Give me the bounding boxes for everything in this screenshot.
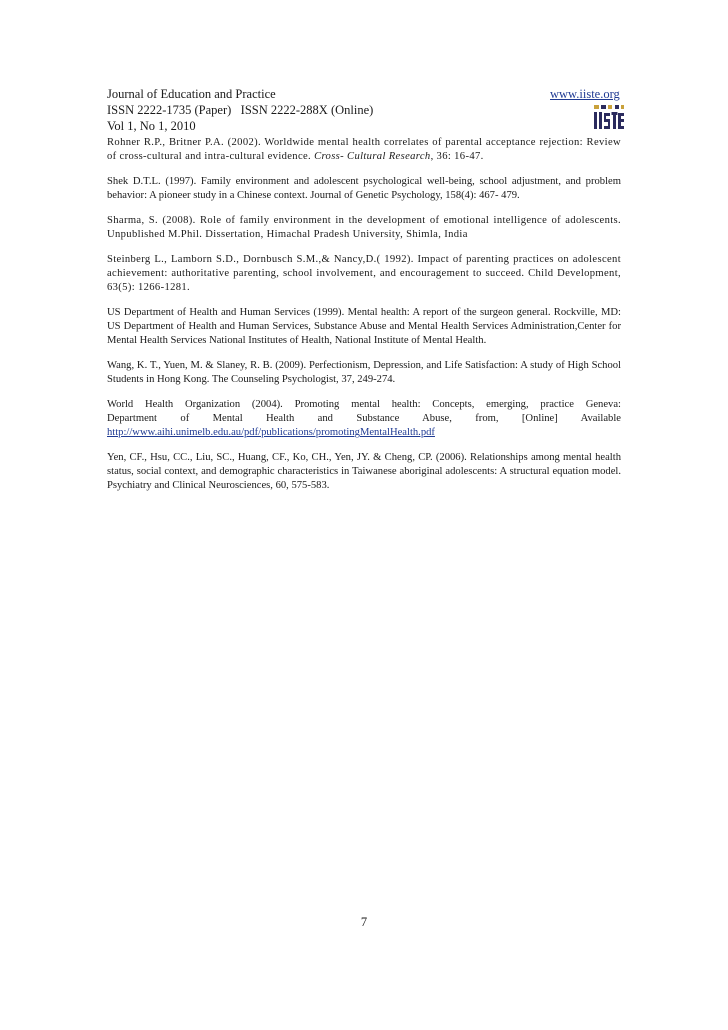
reference-item: Yen, CF., Hsu, CC., Liu, SC., Huang, CF., Ko, CH., Yen, JY. & Cheng, CP. (2006). Relationships among mental health status, social context, and demographic characteristics in Taiwanese aboriginal adolescents: A structural equation model. Psychiatry and Clinical Neurosciences, 60, 575-583.: [107, 451, 621, 492]
journal-url-link[interactable]: www.iiste.org: [550, 87, 620, 101]
reference-link[interactable]: http://www.aihi.unimelb.edu.au/pdf/publications/promotingMentalHealth.pdf: [107, 427, 435, 439]
reference-line: Department of Mental Health and Substance Abuse, from, [Online] Available: [107, 413, 621, 425]
reference-line: World Health Organization (2004). Promoting mental health: Concepts, emerging, practice Geneva:: [107, 398, 621, 410]
iiste-logo-icon: [593, 104, 625, 130]
journal-title: Journal of Education and Practice: [107, 87, 276, 101]
reference-item: Shek D.T.L. (1997). Family environment and adolescent psychological well-being, school adjustment, and problem behavior: A pioneer study in a Chinese context. Journal of Genetic Psychology, 158(4): 467- 479.: [107, 175, 621, 202]
reference-item: [107, 136, 621, 164]
reference-item: Wang, K. T., Yuen, M. & Slaney, R. B. (2009). Perfectionism, Depression, and Life Satisfaction: A study of High School Students in Hong Kong. The Counseling Psychologist, 37, 249-274.: [107, 359, 621, 386]
page-number: 7: [360, 915, 368, 929]
reference-text: Rohner R.P., Britner P.A. (2002). Worldwide mental health correlates of parental acceptance rejection: Review of cross-cultural and intra-cultural evidence.: [107, 137, 621, 163]
journal-title-italic: Cross- Cultural Research: [314, 151, 431, 163]
reference-item: US Department of Health and Human Services (1999). Mental health: A report of the surgeon general. Rockville, MD: US Department of Health and Human Services, Substance Abuse and Mental Health Services Administration,Center for Mental Health Services National Institutes of Health, National Institute of Mental Health.: [107, 306, 621, 347]
reference-item: Steinberg L., Lamborn S.D., Dornbusch S.M.,& Nancy,D.( 1992). Impact of parenting practices on adolescent achievement: authoritative parenting, school involvement, and encouragement to succeed. Child Development, 63(5): 1266-1281.: [107, 253, 621, 294]
volume-line: Vol 1, No 1, 2010: [107, 119, 196, 133]
reference-item: [107, 398, 621, 441]
references-list: [107, 136, 621, 504]
reference-text-tail: , 36: 16-47.: [430, 151, 484, 163]
reference-item: Sharma, S. (2008). Role of family environment in the development of emotional intelligence of adolescents. Unpublished M.Phil. Dissertation, Himachal Pradesh University, Shimla, India: [107, 214, 621, 241]
issn-line: ISSN 2222-1735 (Paper) ISSN 2222-288X (Online): [107, 103, 374, 117]
